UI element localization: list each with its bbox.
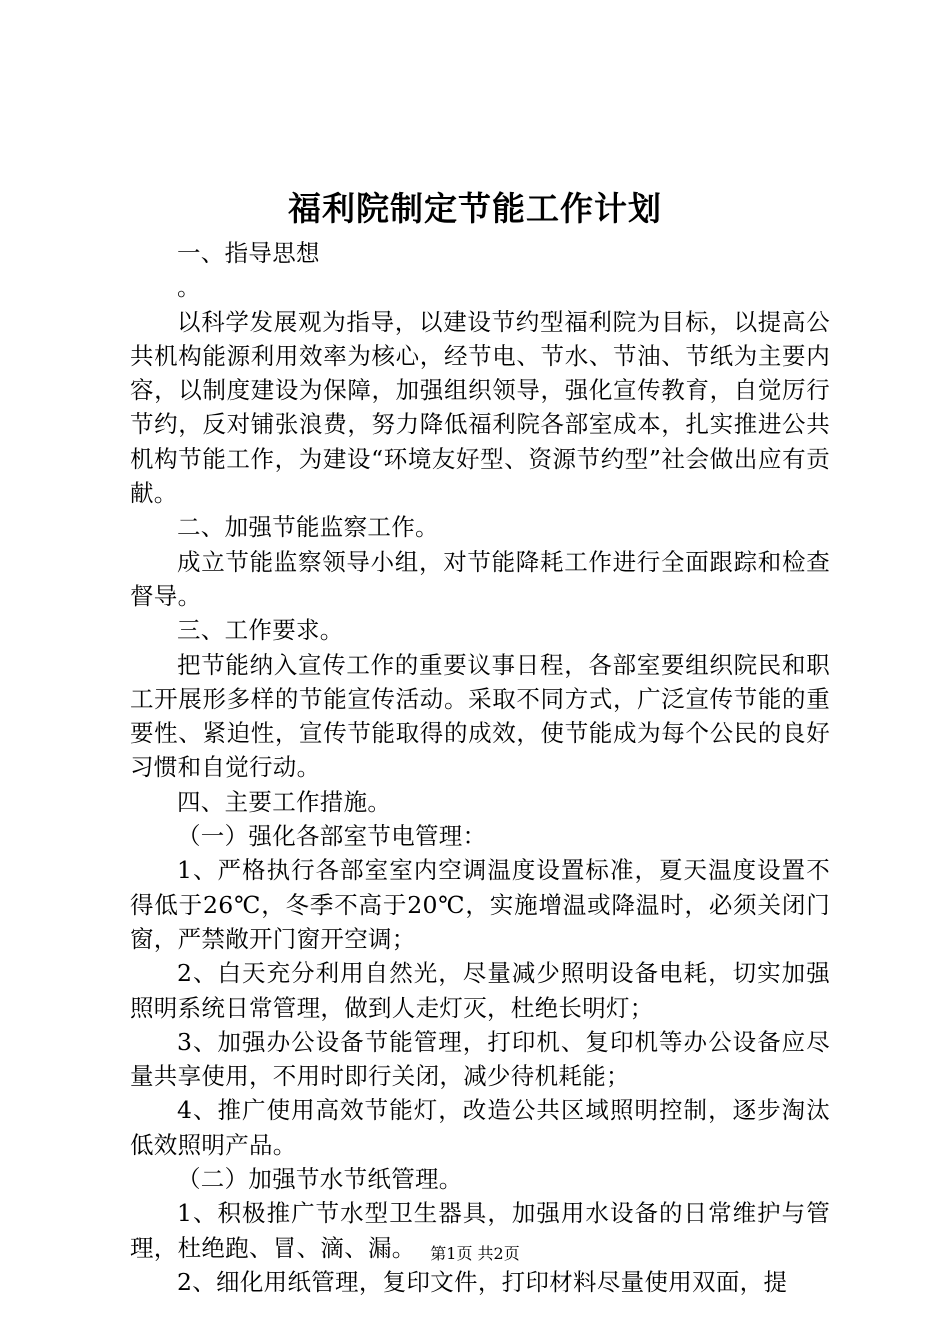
list-item-electric-2: 2、白天充分利用自然光，尽量减少照明设备电耗，切实加强照明系统日常管理，做到人走灯灭，杜绝长明灯； xyxy=(130,959,830,1022)
page-footer: 第1页 共2页 xyxy=(430,1244,520,1263)
paragraph-period: 。 xyxy=(177,273,201,302)
paragraph-heading-4: 四、主要工作措施。 xyxy=(177,787,392,816)
list-item-water-1: 1、积极推广节水型卫生器具，加强用水设备的日常维护与管理，杜绝跑、冒、滴、漏。 xyxy=(130,1199,830,1262)
list-item-electric-1: 1、严格执行各部室室内空调温度设置标准，夏天温度设置不得低于26℃，冬季不高于20℃，实施增温或降温时，必须关闭门窗，严禁敞开门窗开空调； xyxy=(130,856,830,953)
document-title: 福利院制定节能工作计划 xyxy=(288,189,662,228)
paragraph-subheading-1: （一）强化各部室节电管理： xyxy=(177,822,487,851)
paragraph-heading-3: 三、工作要求。 xyxy=(177,616,344,645)
list-item-paper-2: 2、细化用纸管理，复印文件，打印材料尽量使用双面，提 xyxy=(177,1267,788,1296)
list-item-electric-3: 3、加强办公设备节能管理，打印机、复印机等办公设备应尽量共享使用，不用时即行关闭，减少待机耗能； xyxy=(130,1027,830,1091)
paragraph-heading-2: 二、加强节能监察工作。 xyxy=(177,513,439,542)
paragraph-subheading-2: （二）加强节水节纸管理。 xyxy=(177,1165,463,1194)
paragraph-requirements: 把节能纳入宣传工作的重要议事日程，各部室要组织院民和职工开展形多样的节能宣传活动。采取不同方式，广泛宣传节能的重要性、紧迫性，宣传节能取得的成效，使节能成为每个公民的良好习惯和自觉行动。 xyxy=(130,650,830,782)
paragraph-heading-1: 一、指导思想 xyxy=(177,239,320,267)
document-body xyxy=(130,236,830,1299)
paragraph-supervision: 成立节能监察领导小组，对节能降耗工作进行全面跟踪和检查督导。 xyxy=(130,547,830,610)
paragraph-guiding-idea: 以科学发展观为指导，以建设节约型福利院为目标，以提高公共机构能源利用效率为核心，经节电、节水、节油、节纸为主要内容，以制度建设为保障，加强组织领导，强化宣传教育，自觉厉行节约，反对铺张浪费，努力降低福利院各部室成本，扎实推进公共机构节能工作，为建设“环境友好型、资源节约型”社会做出应有贡献。 xyxy=(130,307,830,508)
list-item-electric-4: 4、推广使用高效节能灯，改造公共区域照明控制，逐步淘汰低效照明产品。 xyxy=(130,1096,830,1159)
